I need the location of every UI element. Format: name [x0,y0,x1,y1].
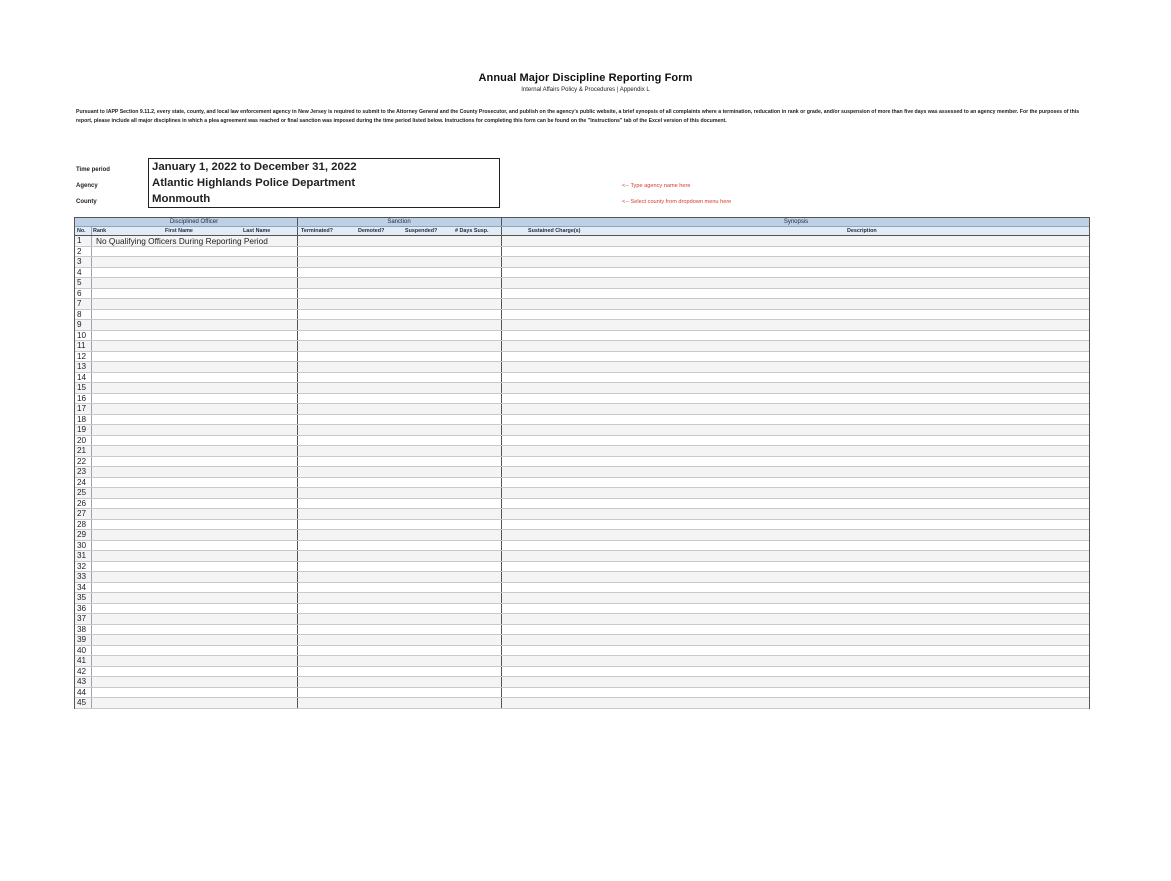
col-rank: Rank [93,228,107,234]
divider [501,331,502,341]
divider [91,415,92,425]
divider [297,394,298,404]
divider [501,541,502,551]
group-officer: Disciplined Officer [169,219,219,225]
divider [501,299,502,309]
row-number: 5 [77,278,82,287]
col-terminated: Terminated? [301,228,333,234]
row-number: 33 [77,572,87,581]
divider [91,457,92,467]
col-demoted: Demoted? [358,228,385,234]
row-number: 21 [77,446,87,455]
divider [91,677,92,687]
divider [91,572,92,582]
divider [91,446,92,456]
divider [501,457,502,467]
table-row[interactable] [75,509,1089,520]
divider [501,646,502,656]
divider [501,499,502,509]
divider [91,604,92,614]
group-synopsis: Synopsis [783,219,809,225]
divider [501,520,502,530]
row-number: 31 [77,551,87,560]
divider [501,436,502,446]
divider [297,583,298,593]
divider [501,247,502,257]
divider [91,320,92,330]
divider [91,247,92,257]
divider [91,583,92,593]
divider [91,509,92,519]
divider [297,478,298,488]
divider [91,236,92,246]
divider [501,352,502,362]
divider [297,698,298,708]
divider [297,646,298,656]
divider [297,488,298,498]
divider [297,268,298,278]
divider [91,541,92,551]
county-field[interactable]: Monmouth [152,193,211,205]
divider [91,278,92,288]
divider [501,677,502,687]
divider [501,667,502,677]
divider [297,320,298,330]
row-number: 42 [77,666,87,676]
row-number: 43 [77,677,87,686]
table-row[interactable] [75,404,1089,415]
divider [297,688,298,698]
divider [297,562,298,572]
divider [297,289,298,299]
divider [297,227,298,235]
row-number: 15 [77,383,87,392]
row-number: 20 [77,435,87,445]
divider [91,635,92,645]
divider [501,446,502,456]
divider [91,467,92,477]
table-row[interactable] [75,478,1089,489]
divider [297,614,298,624]
row-number: 10 [77,330,87,340]
divider [297,530,298,540]
divider [501,289,502,299]
divider [91,268,92,278]
divider [91,667,92,677]
divider [501,236,502,246]
divider [91,478,92,488]
col-no: No. [77,228,86,234]
row-number: 25 [77,488,87,497]
table-row[interactable] [75,362,1089,373]
row-number: 11 [77,341,86,350]
col-description: Description [847,228,877,234]
table-row[interactable] [75,677,1089,688]
table-row[interactable] [75,257,1089,268]
divider [297,625,298,635]
divider [501,488,502,498]
divider [501,562,502,572]
row-number: 18 [77,414,87,424]
row-number: 41 [77,656,87,665]
table-row[interactable] [75,320,1089,331]
time-period-field[interactable]: January 1, 2022 to December 31, 2022 [152,161,357,173]
row-number: 38 [77,624,87,634]
divider [297,257,298,267]
divider [91,331,92,341]
row-number: 24 [77,477,87,487]
divider [501,688,502,698]
divider [91,488,92,498]
row-number: 35 [77,593,87,602]
row-number: 3 [77,257,82,266]
divider [501,551,502,561]
divider [501,625,502,635]
divider [501,530,502,540]
table-row[interactable] [75,394,1089,405]
table-row[interactable] [75,457,1089,468]
intro-paragraph: Pursuant to IAPP Section 9.11.2, every state, county, and local law enforcement agency in New Jersey is required to submit to the Attorney General and the County Prosecutor, and publish on the agency's public website, a brief synopsis of all complaints where a termination, reducation in rank or grade, and/or suspension of more than five days was assessed to an agency member. For the purposes of this report, please include all major disciplines in which a plea agreement was reached or final sanction was imposed during the time period listed below. Instructions for completing this form can be found on the "Instructions" tab of the Excel version of this document. [76,109,1080,124]
table-row[interactable] [75,541,1089,552]
table-row[interactable] [75,467,1089,478]
divider [501,373,502,383]
divider [501,404,502,414]
row-number: 4 [77,267,82,277]
divider [501,467,502,477]
row-number: 44 [77,687,87,697]
divider [501,593,502,603]
divider [297,247,298,257]
divider [91,352,92,362]
row-number: 26 [77,498,87,508]
divider [91,227,92,235]
divider [91,299,92,309]
table-row[interactable] [75,656,1089,667]
row-number: 29 [77,530,87,539]
table-row[interactable] [75,635,1089,646]
col-days-susp: # Days Susp. [455,228,489,234]
divider [297,593,298,603]
table-row[interactable] [75,446,1089,457]
divider [91,289,92,299]
row-number: 14 [77,372,87,382]
divider [91,530,92,540]
table-row[interactable] [75,268,1089,279]
row-number: 13 [77,362,87,371]
divider [501,656,502,666]
divider [297,218,298,226]
table-row[interactable] [75,236,1089,247]
divider [501,478,502,488]
divider [297,436,298,446]
agency-field[interactable]: Atlantic Highlands Police Department [152,177,356,189]
table-row[interactable] [75,299,1089,310]
discipline-table [74,217,1090,709]
table-row[interactable] [75,572,1089,583]
divider [91,373,92,383]
divider [297,341,298,351]
divider [91,551,92,561]
divider [91,436,92,446]
table-body [75,236,1089,709]
row-number: 7 [77,299,82,308]
table-row[interactable] [75,562,1089,573]
table-row[interactable] [75,341,1089,352]
divider [297,520,298,530]
divider [91,310,92,320]
row-number: 27 [77,509,87,518]
table-row[interactable] [75,698,1089,709]
divider [91,383,92,393]
divider [91,562,92,572]
row-number: 17 [77,404,87,413]
divider [91,394,92,404]
divider [91,625,92,635]
divider [297,667,298,677]
divider [297,278,298,288]
divider [297,541,298,551]
divider [297,373,298,383]
county-label: County [76,199,97,205]
meta-box [148,158,500,208]
county-hint: <-- Select county from dropdown menu here [622,199,732,205]
divider [91,499,92,509]
divider [297,404,298,414]
col-last-name: Last Name [243,228,271,234]
table-row[interactable] [75,425,1089,436]
divider [501,614,502,624]
table-row[interactable] [75,583,1089,594]
divider [91,698,92,708]
table-row[interactable] [75,383,1089,394]
agency-hint: <-- Type agency name here [622,183,691,189]
divider [297,362,298,372]
row-number: 23 [77,467,87,476]
divider [297,677,298,687]
divider [501,635,502,645]
divider [297,551,298,561]
divider [297,635,298,645]
row-number: 16 [77,393,87,403]
divider [501,320,502,330]
divider [501,362,502,372]
divider [297,446,298,456]
divider [297,656,298,666]
time-period-label: Time period [76,167,110,173]
table-row[interactable] [75,593,1089,604]
row-number: 28 [77,519,87,529]
divider [91,362,92,372]
divider [297,299,298,309]
divider [297,425,298,435]
row-number: 40 [77,645,87,655]
divider [91,593,92,603]
divider [501,268,502,278]
divider [297,572,298,582]
divider [297,236,298,246]
divider [501,257,502,267]
table-column-header [75,227,1089,236]
divider [297,352,298,362]
table-row[interactable] [75,436,1089,447]
divider [91,646,92,656]
row-number: 8 [77,309,82,319]
divider [91,614,92,624]
table-row[interactable] [75,352,1089,363]
row-number: 2 [77,246,82,256]
divider [297,415,298,425]
divider [501,394,502,404]
divider [297,499,298,509]
form-title: Annual Major Discipline Reporting Form [478,72,693,84]
divider [91,520,92,530]
table-row[interactable] [75,551,1089,562]
divider [501,310,502,320]
divider [91,341,92,351]
agency-label: Agency [76,183,98,189]
divider [501,341,502,351]
divider [501,698,502,708]
divider [91,257,92,267]
col-first-name: First Name [165,228,193,234]
group-sanction: Sanction [387,219,411,225]
table-group-header [75,218,1089,227]
row-number: 34 [77,582,87,592]
row-number: 36 [77,603,87,613]
divider [297,310,298,320]
row-number: 32 [77,561,87,571]
table-row[interactable] [75,604,1089,615]
table-row[interactable] [75,278,1089,289]
form-subtitle: Internal Affairs Policy & Procedures | Appendix L [521,87,650,93]
row-number: 39 [77,635,87,644]
table-row[interactable] [75,247,1089,258]
divider [297,457,298,467]
divider [297,509,298,519]
divider [91,425,92,435]
row-number: 45 [77,698,87,707]
col-sustained-charges: Sustained Charge(s) [528,228,581,234]
table-row[interactable] [75,331,1089,342]
table-row[interactable] [75,688,1089,699]
divider [501,278,502,288]
col-suspended: Suspended? [405,228,438,234]
divider [501,509,502,519]
row-number: 19 [77,425,87,434]
divider [91,404,92,414]
table-row[interactable] [75,520,1089,531]
divider [297,331,298,341]
divider [501,572,502,582]
row-number: 1 [77,236,82,245]
row-number: 12 [77,351,87,361]
row-number: 9 [77,320,82,329]
row-number: 6 [77,288,82,298]
table-row[interactable] [75,646,1089,657]
divider [501,383,502,393]
table-row[interactable] [75,625,1089,636]
table-row[interactable] [75,488,1089,499]
table-row[interactable] [75,614,1089,625]
divider [297,383,298,393]
table-row[interactable] [75,373,1089,384]
table-row[interactable] [75,499,1089,510]
no-qualifying-officers-text: No Qualifying Officers During Reporting Period [96,236,268,246]
table-row[interactable] [75,530,1089,541]
table-row[interactable] [75,310,1089,321]
divider [501,227,502,235]
row-number: 22 [77,456,87,466]
row-number: 37 [77,614,87,623]
table-row[interactable] [75,415,1089,426]
divider [91,656,92,666]
divider [501,604,502,614]
table-row[interactable] [75,289,1089,300]
divider [501,218,502,226]
divider [501,583,502,593]
divider [91,688,92,698]
row-number: 30 [77,540,87,550]
divider [297,467,298,477]
divider [501,425,502,435]
divider [297,604,298,614]
table-row[interactable] [75,667,1089,678]
divider [501,415,502,425]
